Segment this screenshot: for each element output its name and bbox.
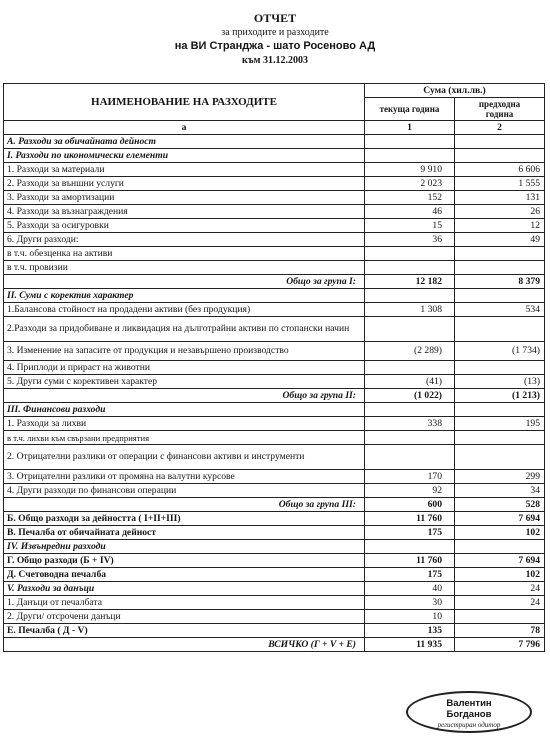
table-row xyxy=(4,624,545,638)
row-previous-value xyxy=(455,431,545,445)
row-current-value: 46 xyxy=(365,205,455,219)
row-previous-value: 131 xyxy=(455,191,545,205)
table-row xyxy=(4,431,545,445)
row-current-value xyxy=(365,247,455,261)
row-current-value: 175 xyxy=(365,526,455,540)
row-previous-value xyxy=(455,610,545,624)
auditor-stamp xyxy=(406,691,532,733)
table-row xyxy=(4,638,545,652)
report-title: ОТЧЕТ xyxy=(253,11,297,25)
row-name: в т.ч. лихви към свързани предприятия xyxy=(4,431,365,445)
table-row xyxy=(4,389,545,403)
table-row xyxy=(4,470,545,484)
table-row xyxy=(4,219,545,233)
index-name: а xyxy=(4,121,365,135)
table-row xyxy=(4,375,545,389)
row-name: 3. Изменение на запасите от продукция и незавършено производство xyxy=(4,342,365,361)
row-previous-value xyxy=(455,403,545,417)
row-previous-value xyxy=(455,445,545,470)
row-name: Общо за група III: xyxy=(4,498,365,512)
row-current-value xyxy=(365,540,455,554)
row-current-value: 30 xyxy=(365,596,455,610)
row-current-value xyxy=(365,289,455,303)
row-previous-value: 102 xyxy=(455,526,545,540)
row-current-value: 92 xyxy=(365,484,455,498)
row-current-value: (2 289) xyxy=(365,342,455,361)
row-previous-value: (1 213) xyxy=(455,389,545,403)
row-name: 3. Разходи за амортизации xyxy=(4,191,365,205)
row-name: 2. Други/ отсрочени данъци xyxy=(4,610,365,624)
report-date: към 31.12.2003 xyxy=(242,55,308,66)
row-previous-value: (1 734) xyxy=(455,342,545,361)
table-row xyxy=(4,417,545,431)
table-row xyxy=(4,403,545,417)
row-previous-value: 534 xyxy=(455,303,545,317)
row-name: 4. Приплоди и прираст на животни xyxy=(4,361,365,375)
table-row xyxy=(4,498,545,512)
expenses-table xyxy=(3,83,545,652)
table-row xyxy=(4,596,545,610)
row-current-value xyxy=(365,261,455,275)
row-name: 3. Отрицателни разлики от промяна на валутни курсове xyxy=(4,470,365,484)
row-name: Д. Счетоводна печалба xyxy=(4,568,365,582)
table-row xyxy=(4,275,545,289)
table-row xyxy=(4,177,545,191)
row-current-value: 15 xyxy=(365,219,455,233)
row-name: II. Суми с коректив характер xyxy=(4,289,365,303)
index-row xyxy=(4,121,545,135)
table-row xyxy=(4,149,545,163)
table-row xyxy=(4,289,545,303)
row-current-value: 170 xyxy=(365,470,455,484)
row-previous-value xyxy=(455,540,545,554)
row-previous-value xyxy=(455,135,545,149)
row-previous-value: 8 379 xyxy=(455,275,545,289)
row-previous-value: (13) xyxy=(455,375,545,389)
table-row xyxy=(4,526,545,540)
stamp-line-2: Богданов xyxy=(446,709,492,720)
row-previous-value: 7 694 xyxy=(455,554,545,568)
table-row xyxy=(4,610,545,624)
row-name: V. Разходи за данъци xyxy=(4,582,365,596)
row-previous-value: 102 xyxy=(455,568,545,582)
stamp-line-3: регистриран одитор xyxy=(437,721,501,729)
row-previous-value xyxy=(455,149,545,163)
row-name: в т.ч. обезценка на активи xyxy=(4,247,365,261)
row-name: Общо за група I: xyxy=(4,275,365,289)
table-row xyxy=(4,512,545,526)
row-name: Общо за група II: xyxy=(4,389,365,403)
row-previous-value: 195 xyxy=(455,417,545,431)
row-name: 5. Други суми с корективен характер xyxy=(4,375,365,389)
row-current-value: 12 182 xyxy=(365,275,455,289)
table-row xyxy=(4,342,545,361)
row-name: 1. Разходи за материали xyxy=(4,163,365,177)
row-name: 4. Други разходи по финансови операции xyxy=(4,484,365,498)
row-name: 6. Други разходи: xyxy=(4,233,365,247)
row-previous-value: 7 694 xyxy=(455,512,545,526)
row-name: 4. Разходи за възнаграждения xyxy=(4,205,365,219)
row-previous-value: 7 796 xyxy=(455,638,545,652)
stamp-line-1: Валентин xyxy=(446,698,492,709)
row-name: 1. Разходи за лихви xyxy=(4,417,365,431)
sum-header: Сума (хил.лв.) xyxy=(365,84,545,98)
index-previous: 2 xyxy=(455,121,545,135)
report-subtitle: за приходите и разходите xyxy=(221,27,329,38)
row-current-value: 10 xyxy=(365,610,455,624)
row-previous-value: 1 555 xyxy=(455,177,545,191)
row-current-value xyxy=(365,431,455,445)
row-current-value xyxy=(365,149,455,163)
row-current-value: 11 935 xyxy=(365,638,455,652)
row-previous-value: 26 xyxy=(455,205,545,219)
row-name: 2.Разходи за придобиване и ликвидация на дълготрайни активи по стопански начин xyxy=(4,317,365,342)
row-previous-value: 49 xyxy=(455,233,545,247)
row-current-value xyxy=(365,361,455,375)
table-row xyxy=(4,445,545,470)
row-current-value xyxy=(365,135,455,149)
table-row xyxy=(4,135,545,149)
row-current-value: 40 xyxy=(365,582,455,596)
row-current-value: 175 xyxy=(365,568,455,582)
row-previous-value xyxy=(455,289,545,303)
table-row xyxy=(4,540,545,554)
row-name: 1.Балансова стойност на продадени активи (без продукция) xyxy=(4,303,365,317)
row-current-value xyxy=(365,317,455,342)
table-row xyxy=(4,554,545,568)
row-name: III. Финансови разходи xyxy=(4,403,365,417)
row-current-value: 2 023 xyxy=(365,177,455,191)
row-name: IV. Извънредни разходи xyxy=(4,540,365,554)
row-current-value: 11 760 xyxy=(365,554,455,568)
table-row xyxy=(4,261,545,275)
row-current-value: 152 xyxy=(365,191,455,205)
row-name: В. Печалба от обичайната дейност xyxy=(4,526,365,540)
row-previous-value: 78 xyxy=(455,624,545,638)
table-row xyxy=(4,317,545,342)
row-current-value: (41) xyxy=(365,375,455,389)
index-current: 1 xyxy=(365,121,455,135)
table-row xyxy=(4,247,545,261)
row-previous-value: 12 xyxy=(455,219,545,233)
row-name: 1. Данъци от печалбата xyxy=(4,596,365,610)
row-name: 5. Разходи за осигуровки xyxy=(4,219,365,233)
row-name: Е. Печалба ( Д - V) xyxy=(4,624,365,638)
row-previous-value xyxy=(455,247,545,261)
table-row xyxy=(4,484,545,498)
col-name-header: НАИМЕНОВАНИЕ НА РАЗХОДИТЕ xyxy=(4,84,365,121)
row-name: 2. Разходи за външни услуги xyxy=(4,177,365,191)
row-previous-value: 528 xyxy=(455,498,545,512)
row-current-value: 1 308 xyxy=(365,303,455,317)
row-current-value xyxy=(365,445,455,470)
row-previous-value xyxy=(455,361,545,375)
row-current-value: 9 910 xyxy=(365,163,455,177)
col-previous-header: предходна година xyxy=(455,98,545,121)
row-previous-value: 299 xyxy=(455,470,545,484)
company-name: на ВИ Странджа - шато Росеново АД xyxy=(174,40,376,52)
row-current-value: 11 760 xyxy=(365,512,455,526)
table-row xyxy=(4,205,545,219)
row-current-value: (1 022) xyxy=(365,389,455,403)
table-row xyxy=(4,303,545,317)
row-name: I. Разходи по икономически елементи xyxy=(4,149,365,163)
row-previous-value xyxy=(455,317,545,342)
table-row xyxy=(4,163,545,177)
row-current-value xyxy=(365,403,455,417)
row-previous-value xyxy=(455,261,545,275)
row-previous-value: 24 xyxy=(455,582,545,596)
row-current-value: 338 xyxy=(365,417,455,431)
table-row xyxy=(4,568,545,582)
row-name: Б. Общо разходи за дейността ( I+II+III) xyxy=(4,512,365,526)
row-name: в т.ч. провизии xyxy=(4,261,365,275)
row-current-value: 36 xyxy=(365,233,455,247)
row-previous-value: 34 xyxy=(455,484,545,498)
row-name: А. Разходи за обичайната дейност xyxy=(4,135,365,149)
table-row xyxy=(4,582,545,596)
row-current-value: 135 xyxy=(365,624,455,638)
col-current-header: текуща година xyxy=(365,98,455,121)
row-name: Г. Общо разходи (Б + IV) xyxy=(4,554,365,568)
table-row xyxy=(4,361,545,375)
row-current-value: 600 xyxy=(365,498,455,512)
row-name: 2. Отрицателни разлики от операции с финансови активи и инструменти xyxy=(4,445,365,470)
table-header-row xyxy=(4,84,545,98)
table-row xyxy=(4,233,545,247)
row-previous-value: 6 606 xyxy=(455,163,545,177)
table-row xyxy=(4,191,545,205)
row-name: ВСИЧКО (Г + V + Е) xyxy=(4,638,365,652)
row-previous-value: 24 xyxy=(455,596,545,610)
